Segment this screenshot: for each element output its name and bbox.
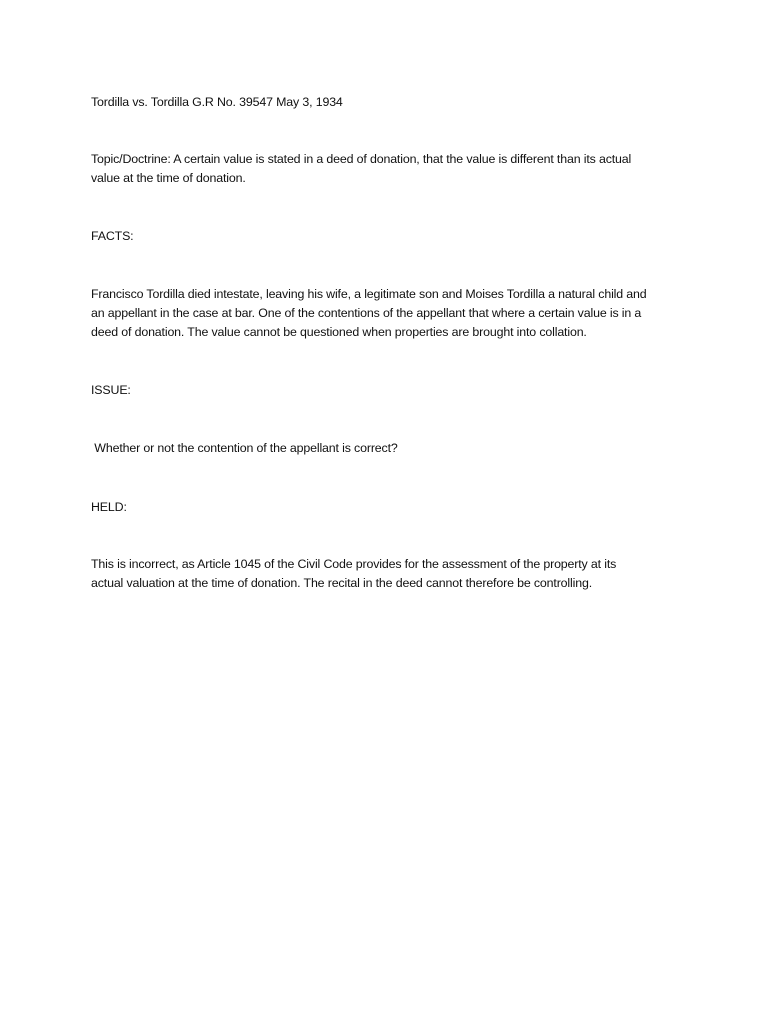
held-line: actual valuation at the time of donation. The recital in the deed cannot therefore be controlling. [91, 576, 592, 590]
facts-heading: FACTS: [91, 229, 134, 243]
facts-line: Francisco Tordilla died intestate, leaving his wife, a legitimate son and Moises Tordilla a natural child and [91, 287, 647, 301]
topic-line: value at the time of donation. [91, 171, 246, 185]
held-paragraph [91, 555, 681, 593]
topic-paragraph [91, 150, 681, 188]
facts-line: an appellant in the case at bar. One of the contentions of the appellant that where a certain value is in a [91, 306, 642, 320]
issue-text: Whether or not the contention of the appellant is correct? [91, 441, 398, 455]
facts-paragraph [91, 285, 681, 342]
case-title: Tordilla vs. Tordilla G.R No. 39547 May 3, 1934 [91, 95, 343, 109]
topic-line: Topic/Doctrine: A certain value is stated in a deed of donation, that the value is different than its actual [91, 152, 632, 166]
facts-line: deed of donation. The value cannot be questioned when properties are brought into collation. [91, 325, 587, 339]
held-heading: HELD: [91, 500, 127, 514]
held-line: This is incorrect, as Article 1045 of the Civil Code provides for the assessment of the property at its [91, 557, 617, 571]
issue-heading: ISSUE: [91, 383, 131, 397]
